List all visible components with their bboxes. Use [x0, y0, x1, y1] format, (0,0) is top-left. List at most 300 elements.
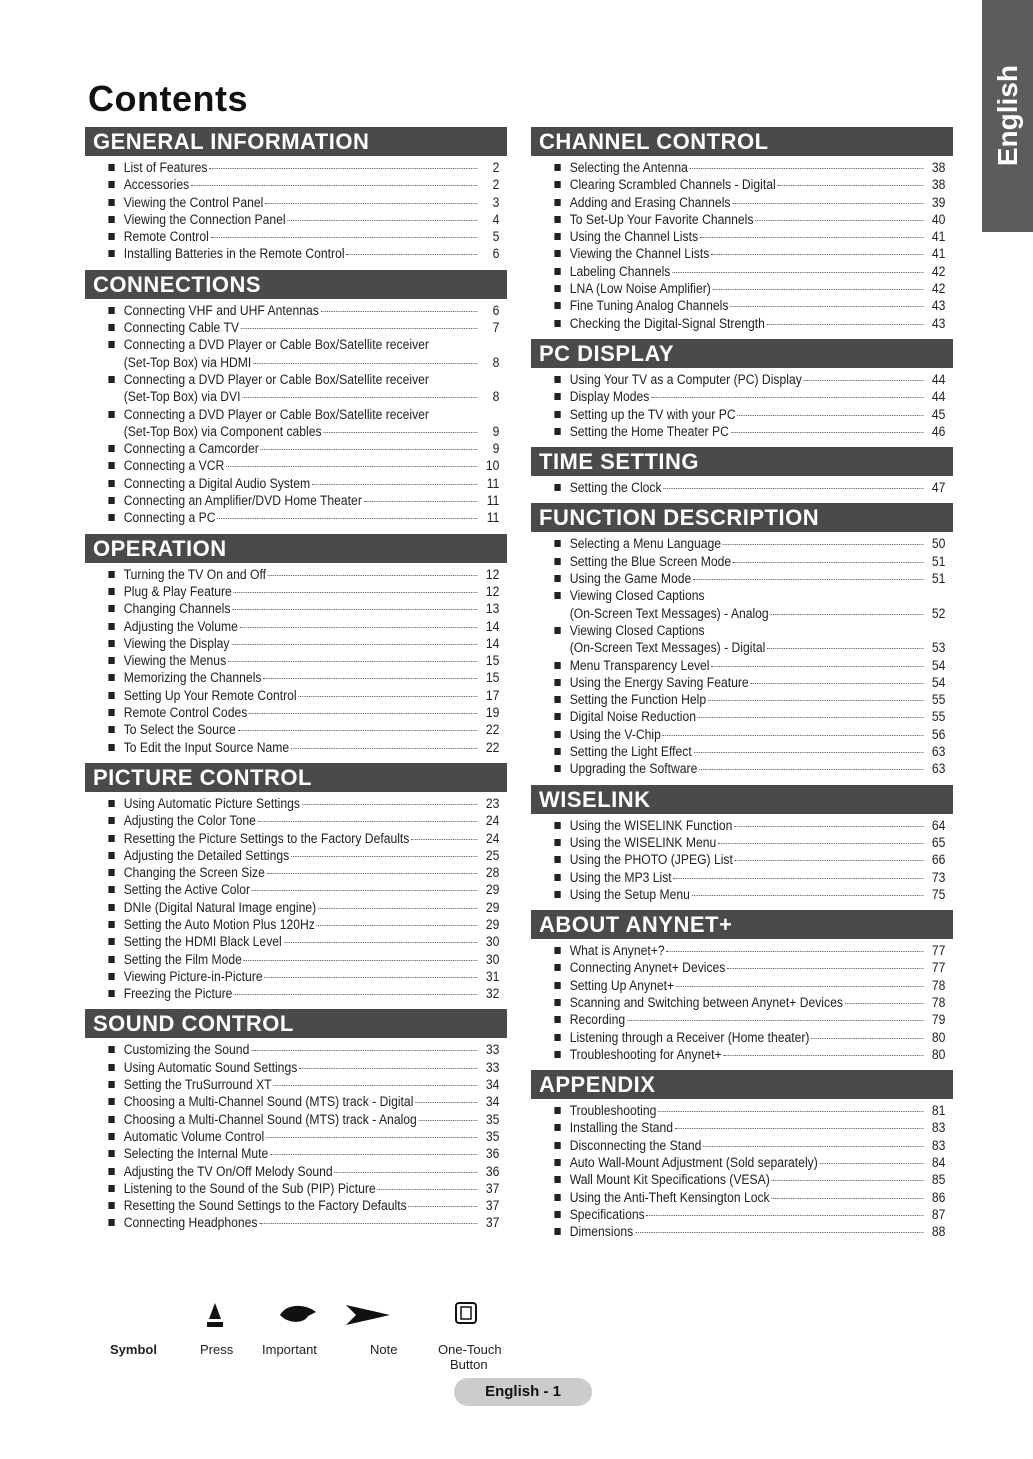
toc-section — [531, 339, 953, 440]
square-bullet-icon — [108, 623, 114, 630]
dot-leader — [346, 254, 477, 255]
legend-button-label: Button — [450, 1357, 488, 1372]
toc-entry[interactable] — [531, 315, 953, 332]
toc-entry-title: Choosing a Multi-Channel Sound (MTS) track - Digital — [123, 1094, 414, 1110]
dot-leader — [318, 908, 478, 909]
square-bullet-icon — [554, 558, 560, 565]
toc-entry-continuation[interactable] — [531, 605, 953, 622]
toc-entry[interactable] — [531, 1046, 953, 1063]
page-number: 32 — [485, 986, 500, 1002]
toc-entry-title: To Select the Source — [123, 722, 236, 738]
page-number: 54 — [931, 657, 946, 673]
page-number: 10 — [485, 458, 500, 474]
toc-entry[interactable] — [85, 847, 507, 864]
toc-entry[interactable] — [531, 211, 953, 228]
toc-entry-title: LNA (Low Noise Amplifier) — [569, 281, 711, 297]
toc-entry[interactable] — [531, 1029, 953, 1046]
dot-leader — [234, 592, 478, 593]
square-bullet-icon — [554, 982, 560, 989]
toc-entry-title: Specifications — [569, 1206, 645, 1222]
square-bullet-icon — [554, 662, 560, 669]
toc-entry[interactable] — [531, 297, 953, 314]
page-number: 50 — [931, 536, 946, 552]
toc-section — [531, 127, 953, 332]
toc-list — [85, 566, 507, 756]
important-icon — [278, 1302, 318, 1326]
toc-entry[interactable] — [85, 302, 507, 319]
square-bullet-icon — [554, 696, 560, 703]
toc-entry[interactable] — [85, 492, 507, 509]
dot-leader — [242, 397, 477, 398]
page-number: 53 — [931, 640, 946, 656]
toc-entry[interactable] — [85, 916, 507, 933]
page-number: 77 — [931, 960, 946, 976]
toc-entry[interactable] — [85, 1180, 507, 1197]
toc-entry[interactable] — [531, 1223, 953, 1240]
toc-entry[interactable] — [531, 959, 953, 976]
toc-entry[interactable] — [85, 1041, 507, 1058]
toc-entry[interactable] — [85, 1163, 507, 1180]
square-bullet-icon — [108, 657, 114, 664]
toc-entry[interactable] — [85, 881, 507, 898]
dot-leader — [777, 185, 923, 186]
page-number: 42 — [931, 281, 946, 297]
dot-leader — [268, 575, 478, 576]
page-number: 38 — [931, 177, 946, 193]
toc-entry-title: Labeling Channels — [569, 263, 671, 279]
page-number: 29 — [485, 899, 500, 915]
toc-entry-title: Using the V-Chip — [569, 726, 661, 742]
legend-press-label: Press — [200, 1342, 234, 1357]
square-bullet-icon — [108, 869, 114, 876]
dot-leader — [287, 220, 477, 221]
toc-entry[interactable] — [85, 652, 507, 669]
toc-entry[interactable] — [531, 1011, 953, 1028]
toc-entry[interactable] — [85, 721, 507, 738]
square-bullet-icon — [108, 605, 114, 612]
toc-section — [85, 270, 507, 527]
toc-entry[interactable] — [531, 1102, 953, 1119]
toc-entry-title: Using the MP3 List — [569, 869, 672, 885]
page-number: 54 — [931, 674, 946, 690]
toc-entry-title: Viewing Closed Captions — [569, 588, 705, 604]
dot-leader — [772, 1180, 924, 1181]
toc-entry[interactable] — [531, 371, 953, 388]
toc-entry-title: Setting the TruSurround XT — [123, 1077, 272, 1093]
toc-entry-title-continuation: (On-Screen Text Messages) - Digital — [569, 640, 766, 656]
toc-entry[interactable] — [85, 933, 507, 950]
square-bullet-icon — [554, 268, 560, 275]
dot-leader — [298, 696, 477, 697]
toc-entry-title: Disconnecting the Stand — [569, 1137, 702, 1153]
toc-entry[interactable] — [531, 245, 953, 262]
page-number: 42 — [931, 263, 946, 279]
square-bullet-icon — [108, 250, 114, 257]
page-number: 40 — [931, 211, 946, 227]
toc-entry[interactable] — [85, 475, 507, 492]
page-number: 43 — [931, 315, 946, 331]
toc-entry[interactable] — [85, 1111, 507, 1128]
toc-entry[interactable] — [531, 657, 953, 674]
toc-entry-title: Using Automatic Sound Settings — [123, 1059, 298, 1075]
toc-section — [531, 785, 953, 903]
dot-leader — [693, 579, 924, 580]
square-bullet-icon — [554, 1142, 560, 1149]
square-bullet-icon — [108, 1081, 114, 1088]
toc-entry[interactable] — [531, 194, 953, 211]
dot-leader — [700, 237, 924, 238]
page-number: 77 — [931, 943, 946, 959]
toc-entry-title: Menu Transparency Level — [569, 657, 710, 673]
toc-entry-title: List of Features — [123, 160, 208, 175]
toc-entry[interactable] — [531, 1189, 953, 1206]
legend-symbol-label: Symbol — [110, 1342, 157, 1357]
toc-entry[interactable] — [85, 1197, 507, 1214]
toc-entry-title: Turning the TV On and Off — [123, 566, 266, 582]
section-header: CHANNEL CONTROL — [531, 127, 953, 156]
page-number: 80 — [931, 1029, 946, 1045]
toc-entry-title: Using the PHOTO (JPEG) List — [569, 852, 733, 868]
toc-entry-title: Connecting a Camcorder — [123, 441, 259, 457]
toc-entry[interactable] — [85, 899, 507, 916]
toc-entry[interactable] — [531, 280, 953, 297]
page-number: 80 — [931, 1046, 946, 1062]
toc-entry[interactable] — [531, 743, 953, 760]
toc-entry[interactable] — [85, 1128, 507, 1145]
toc-entry[interactable] — [85, 336, 507, 353]
dot-leader — [811, 1038, 924, 1039]
toc-entry[interactable] — [531, 535, 953, 552]
toc-entry[interactable] — [85, 583, 507, 600]
toc-entry[interactable] — [531, 760, 953, 777]
dot-leader — [284, 942, 478, 943]
toc-entry[interactable] — [531, 691, 953, 708]
dot-leader — [646, 1215, 923, 1216]
dot-leader — [734, 826, 924, 827]
square-bullet-icon — [108, 1133, 114, 1140]
page-number: 28 — [485, 865, 500, 881]
page-number: 75 — [931, 886, 946, 902]
toc-entry-title: Listening through a Receiver (Home theater) — [569, 1029, 810, 1045]
toc-entry-title: Setting the Film Mode — [123, 951, 242, 967]
dot-leader — [209, 168, 478, 169]
dot-leader — [770, 614, 923, 615]
toc-entry[interactable] — [531, 263, 953, 280]
square-bullet-icon — [554, 376, 560, 383]
square-bullet-icon — [554, 1051, 560, 1058]
page-number: 7 — [492, 320, 500, 336]
toc-entry[interactable] — [85, 406, 507, 423]
dot-leader — [651, 397, 924, 398]
dot-leader — [264, 977, 477, 978]
toc-entry[interactable] — [85, 509, 507, 526]
toc-entry[interactable] — [531, 942, 953, 959]
toc-list — [85, 1041, 507, 1231]
toc-entry[interactable] — [85, 194, 507, 211]
toc-entry-title: Changing Channels — [123, 601, 231, 617]
toc-entry[interactable] — [85, 319, 507, 336]
page-number: 9 — [492, 423, 500, 439]
dot-leader — [408, 1206, 477, 1207]
square-bullet-icon — [108, 1098, 114, 1105]
toc-entry[interactable] — [85, 669, 507, 686]
toc-entry-title: Accessories — [123, 177, 190, 193]
toc-entry[interactable] — [531, 423, 953, 440]
dot-leader — [191, 185, 478, 186]
toc-list — [85, 159, 507, 263]
dot-leader — [727, 968, 924, 969]
one-touch-button-icon — [455, 1302, 477, 1324]
square-bullet-icon — [554, 765, 560, 772]
square-bullet-icon — [554, 839, 560, 846]
toc-entry-title: Troubleshooting — [569, 1103, 657, 1119]
toc-entry[interactable] — [531, 479, 953, 496]
toc-entry[interactable] — [531, 869, 953, 886]
dot-leader — [273, 1085, 477, 1086]
toc-entry-title: Setting the Function Help — [569, 692, 707, 708]
page-number: 84 — [931, 1155, 946, 1171]
toc-entry[interactable] — [85, 1093, 507, 1110]
square-bullet-icon — [108, 1150, 114, 1157]
page-number: 14 — [485, 618, 500, 634]
toc-entry[interactable] — [531, 388, 953, 405]
dot-leader — [733, 562, 924, 563]
toc-entry-title: Resetting the Picture Settings to the Factory Defaults — [123, 830, 410, 846]
square-bullet-icon — [108, 904, 114, 911]
toc-entry[interactable] — [85, 985, 507, 1002]
toc-entry-title: Digital Noise Reduction — [569, 709, 696, 725]
page-number: 6 — [492, 302, 500, 318]
dot-leader — [226, 466, 478, 467]
dot-leader — [259, 1223, 478, 1224]
toc-entry[interactable] — [531, 994, 953, 1011]
toc-entry[interactable] — [85, 566, 507, 583]
toc-entry-title: Connecting a Digital Audio System — [123, 475, 311, 491]
square-bullet-icon — [554, 1034, 560, 1041]
toc-entry[interactable] — [85, 440, 507, 457]
toc-entry-title: Setting Up Your Remote Control — [123, 687, 297, 703]
square-bullet-icon — [554, 731, 560, 738]
toc-entry-title: Remote Control Codes — [123, 705, 248, 721]
toc-list — [531, 817, 953, 903]
toc-entry[interactable] — [531, 1137, 953, 1154]
page-number: 46 — [931, 423, 946, 439]
square-bullet-icon — [108, 324, 114, 331]
toc-entry[interactable] — [531, 176, 953, 193]
toc-entry-title: Resetting the Sound Settings to the Factory Defaults — [123, 1198, 407, 1214]
toc-entry[interactable] — [85, 176, 507, 193]
toc-entry[interactable] — [85, 211, 507, 228]
toc-entry[interactable] — [531, 159, 953, 176]
toc-entry[interactable] — [531, 834, 953, 851]
toc-entry[interactable] — [85, 1145, 507, 1162]
page-number: 39 — [931, 194, 946, 210]
page-number: 34 — [485, 1094, 500, 1110]
section-header: PC DISPLAY — [531, 339, 953, 368]
dot-leader — [692, 895, 924, 896]
square-bullet-icon — [108, 921, 114, 928]
toc-entry[interactable] — [85, 739, 507, 756]
toc-entry[interactable] — [531, 674, 953, 691]
square-bullet-icon — [554, 199, 560, 206]
section-header: APPENDIX — [531, 1070, 953, 1099]
toc-entry[interactable] — [85, 1214, 507, 1231]
toc-entry[interactable] — [531, 1154, 953, 1171]
toc-entry[interactable] — [85, 687, 507, 704]
toc-entry[interactable] — [531, 977, 953, 994]
toc-entry[interactable] — [531, 886, 953, 903]
square-bullet-icon — [554, 748, 560, 755]
toc-entry[interactable] — [531, 587, 953, 604]
legend-note-label: Note — [370, 1342, 398, 1357]
square-bullet-icon — [554, 1194, 560, 1201]
page-number: 37 — [485, 1198, 500, 1214]
dot-leader — [317, 925, 478, 926]
dot-leader — [666, 951, 923, 952]
toc-entry-title: Using the Energy Saving Feature — [569, 674, 749, 690]
toc-entry-title: Clearing Scrambled Channels - Digital — [569, 177, 776, 193]
legend-icons — [200, 1302, 500, 1330]
toc-entry[interactable] — [531, 708, 953, 725]
page-number: 64 — [931, 817, 946, 833]
square-bullet-icon — [108, 1116, 114, 1123]
dot-leader — [312, 484, 478, 485]
toc-entry[interactable] — [85, 1059, 507, 1076]
page-number: 55 — [931, 692, 946, 708]
toc-entry[interactable] — [531, 726, 953, 743]
dot-leader — [291, 856, 478, 857]
toc-entry-title: What is Anynet+? — [569, 943, 665, 959]
toc-entry[interactable] — [85, 159, 507, 176]
toc-entry[interactable] — [85, 704, 507, 721]
toc-entry-continuation[interactable] — [531, 639, 953, 656]
toc-entry[interactable] — [85, 951, 507, 968]
toc-entry-title: Setting Up Anynet+ — [569, 977, 675, 993]
toc-entry-continuation[interactable] — [85, 354, 507, 371]
square-bullet-icon — [108, 835, 114, 842]
page-number: 78 — [931, 977, 946, 993]
toc-entry[interactable] — [531, 570, 953, 587]
toc-entry[interactable] — [531, 406, 953, 423]
toc-entry[interactable] — [85, 968, 507, 985]
dot-leader — [252, 890, 478, 891]
toc-entry-title: Viewing the Display — [123, 635, 230, 651]
dot-leader — [419, 1120, 478, 1121]
page-number: 11 — [486, 475, 500, 491]
page-number: 35 — [485, 1111, 500, 1127]
square-bullet-icon — [108, 480, 114, 487]
square-bullet-icon — [108, 1064, 114, 1071]
page-number: 63 — [931, 744, 946, 760]
page-number: 55 — [931, 709, 946, 725]
page-number: 30 — [485, 951, 500, 967]
toc-entry[interactable] — [531, 553, 953, 570]
toc-entry[interactable] — [85, 795, 507, 812]
toc-entry-title: Checking the Digital-Signal Strength — [569, 315, 765, 331]
page-number: 3 — [492, 194, 500, 210]
toc-list — [531, 371, 953, 440]
square-bullet-icon — [108, 497, 114, 504]
square-bullet-icon — [554, 1176, 560, 1183]
dot-leader — [240, 627, 478, 628]
toc-entry-title: Connecting VHF and UHF Antennas — [123, 302, 319, 318]
toc-entry[interactable] — [85, 812, 507, 829]
toc-entry[interactable] — [531, 1171, 953, 1188]
dot-leader — [241, 328, 478, 329]
toc-entry[interactable] — [85, 864, 507, 881]
dot-leader — [323, 432, 477, 433]
dot-leader — [627, 1020, 924, 1021]
toc-entry-title: Connecting an Amplifier/DVD Home Theater — [123, 493, 362, 509]
toc-entry[interactable] — [531, 622, 953, 639]
square-bullet-icon — [554, 411, 560, 418]
dot-leader — [244, 960, 478, 961]
toc-entry[interactable] — [85, 228, 507, 245]
square-bullet-icon — [108, 376, 114, 383]
page-number: 23 — [485, 795, 500, 811]
toc-entry-continuation[interactable] — [85, 388, 507, 405]
toc-entry-title: Setting the Active Color — [123, 882, 250, 898]
square-bullet-icon — [554, 1228, 560, 1235]
toc-entry[interactable] — [531, 1206, 953, 1223]
page-number: 24 — [485, 830, 500, 846]
page-number: 5 — [492, 229, 500, 245]
page-footer: English - 1 — [454, 1378, 592, 1406]
toc-entry[interactable] — [531, 851, 953, 868]
page-number: 11 — [486, 493, 500, 509]
square-bullet-icon — [554, 233, 560, 240]
toc-entry[interactable] — [85, 245, 507, 262]
toc-entry-title: Connecting Anynet+ Devices — [569, 960, 726, 976]
page-number: 29 — [485, 916, 500, 932]
note-icon — [344, 1302, 392, 1328]
square-bullet-icon — [554, 575, 560, 582]
toc-entry[interactable] — [85, 618, 507, 635]
toc-entry[interactable] — [85, 457, 507, 474]
square-bullet-icon — [108, 640, 114, 647]
square-bullet-icon — [554, 1211, 560, 1218]
square-bullet-icon — [554, 856, 560, 863]
square-bullet-icon — [554, 627, 560, 634]
toc-entry-title: Using the Anti-Theft Kensington Lock — [569, 1189, 770, 1205]
toc-entry[interactable] — [85, 371, 507, 388]
toc-entry[interactable] — [85, 1076, 507, 1093]
square-bullet-icon — [108, 973, 114, 980]
toc-entry-title-continuation: (Set-Top Box) via Component cables — [123, 423, 322, 439]
page-number: 11 — [486, 510, 500, 526]
dot-leader — [415, 1102, 478, 1103]
square-bullet-icon — [108, 886, 114, 893]
toc-entry[interactable] — [531, 228, 953, 245]
toc-entry[interactable] — [531, 817, 953, 834]
square-bullet-icon — [554, 181, 560, 188]
section-header: OPERATION — [85, 534, 507, 563]
toc-entry-continuation[interactable] — [85, 423, 507, 440]
toc-entry[interactable] — [531, 1119, 953, 1136]
square-bullet-icon — [554, 891, 560, 898]
toc-entry-title: Connecting Headphones — [123, 1215, 258, 1231]
toc-entry[interactable] — [85, 600, 507, 617]
dot-leader — [377, 1189, 477, 1190]
square-bullet-icon — [108, 709, 114, 716]
square-bullet-icon — [554, 540, 560, 547]
square-bullet-icon — [554, 320, 560, 327]
toc-entry[interactable] — [85, 635, 507, 652]
toc-entry-title: Auto Wall-Mount Adjustment (Sold separately) — [569, 1155, 818, 1171]
toc-entry[interactable] — [85, 830, 507, 847]
toc-entry-title: Using the Channel Lists — [569, 229, 699, 245]
dot-leader — [735, 860, 924, 861]
